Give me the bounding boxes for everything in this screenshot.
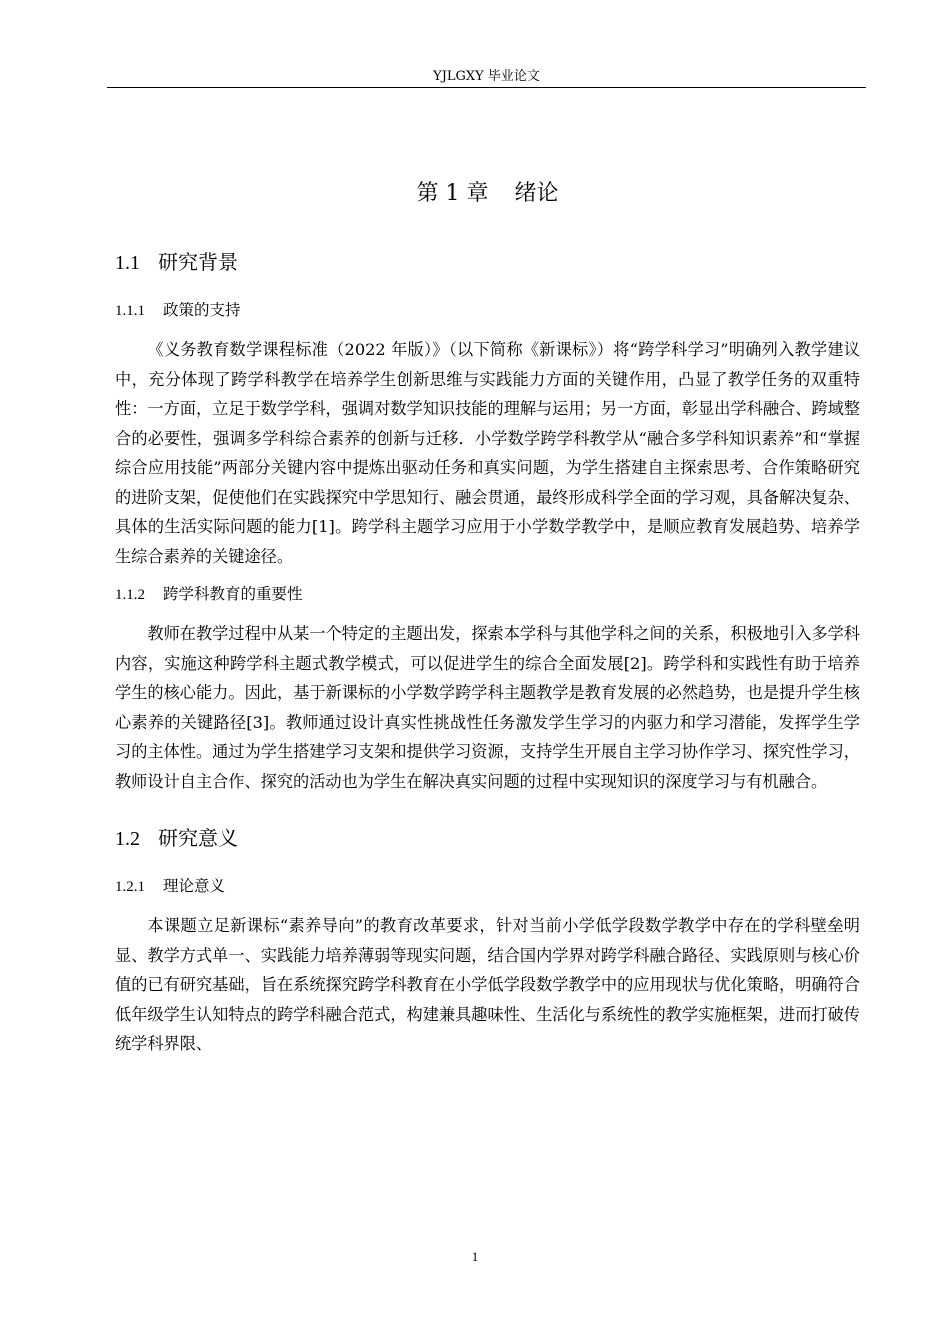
paragraph-theoretical-significance: 本课题立足新课标“素养导向”的教育改革要求，针对当前小学低学段数学教学中存在的学科壁垒明显、教学方式单一、实践能力培养薄弱等现实问题，结合国内学界对跨学科融合路径、实践原则与核心价值的已有研究基础，旨在系统探究跨学科教育在小学低学段数学教学中的应用现状与优化策略，明确符合低年级学生认知特点的跨学科融合范式，构建兼具趣味性、生活化与系统性的教学实施框架，进而打破传统学科界限、 <box>115 916 860 1053</box>
page-body <box>115 170 860 1071</box>
subsection-number: 1.1.2 <box>115 587 145 603</box>
section-number: 1.2 <box>115 828 140 850</box>
subsection-heading-1-1-1 <box>115 299 860 322</box>
chapter-title <box>115 170 860 218</box>
subsection-title-text: 政策的支持 <box>163 301 241 319</box>
section-title-text: 研究意义 <box>158 826 238 850</box>
paragraph-policy-support: 《义务教育数学课程标准（2022 年版）》（以下简称《新课标》）将“跨学科学习”明确列入教学建议中，充分体现了跨学科教学在培养学生创新思维与实践能力方面的关键作用，凸显了教学任务的双重特性：一方面，立足于数学学科，强调对数学知识技能的理解与运用；另一方面，彰显出学科融合、跨域整合的必要性，强调多学科综合素养的创新与迁移．小学数学跨学科教学从“融合多学科知识素养”和“掌握综合应用技能”两部分关键内容中提炼出驱动任务和真实问题，为学生搭建自主探索思考、合作策略研究的进阶支架，促使他们在实践探究中学思知行、融会贯通，最终形成科学全面的学习观，具备解决复杂、具体的生活实际问题的能力[1]。跨学科主题学习应用于小学数学教学中，是顺应教育发展趋势、培养学生综合素养的关键途径。 <box>115 340 860 566</box>
subsection-title-text: 跨学科教育的重要性 <box>163 585 303 603</box>
chapter-number: 第 1 章 <box>416 181 489 206</box>
subsection-title-text: 理论意义 <box>163 877 226 895</box>
page-header: YJLGXY 毕业论文 <box>433 69 540 84</box>
section-number: 1.1 <box>115 252 140 274</box>
paragraph-interdisciplinary-importance: 教师在教学过程中从某一个特定的主题出发，探索本学科与其他学科之间的关系，积极地引入多学科内容，实施这种跨学科主题式教学模式，可以促进学生的综合全面发展[2]。跨学科和实践性有助于培养学生的核心能力。因此，基于新课标的小学数学跨学科主题教学是教育发展的必然趋势，也是提升学生核心素养的关键路径[3]。教师通过设计真实性挑战性任务激发学生学习的内驱力和学习潜能，发挥学生学习的主体性。通过为学生搭建学习支架和提供学习资源，支持学生开展自主学习协作学习、探究性学习，教师设计自主合作、探究的活动也为学生在解决真实问题的过程中实现知识的深度学习与有机融合。 <box>115 624 860 791</box>
header-rule <box>107 87 866 88</box>
section-heading-1-2 <box>115 824 860 853</box>
section-title-text: 研究背景 <box>158 250 238 274</box>
subsection-heading-1-1-2 <box>115 583 860 606</box>
subsection-number: 1.1.1 <box>115 303 145 319</box>
page-number: 1 <box>471 1249 479 1264</box>
section-heading-1-1 <box>115 248 860 277</box>
subsection-number: 1.2.1 <box>115 879 145 895</box>
chapter-title-text: 绪论 <box>514 181 559 206</box>
subsection-heading-1-2-1 <box>115 875 860 898</box>
